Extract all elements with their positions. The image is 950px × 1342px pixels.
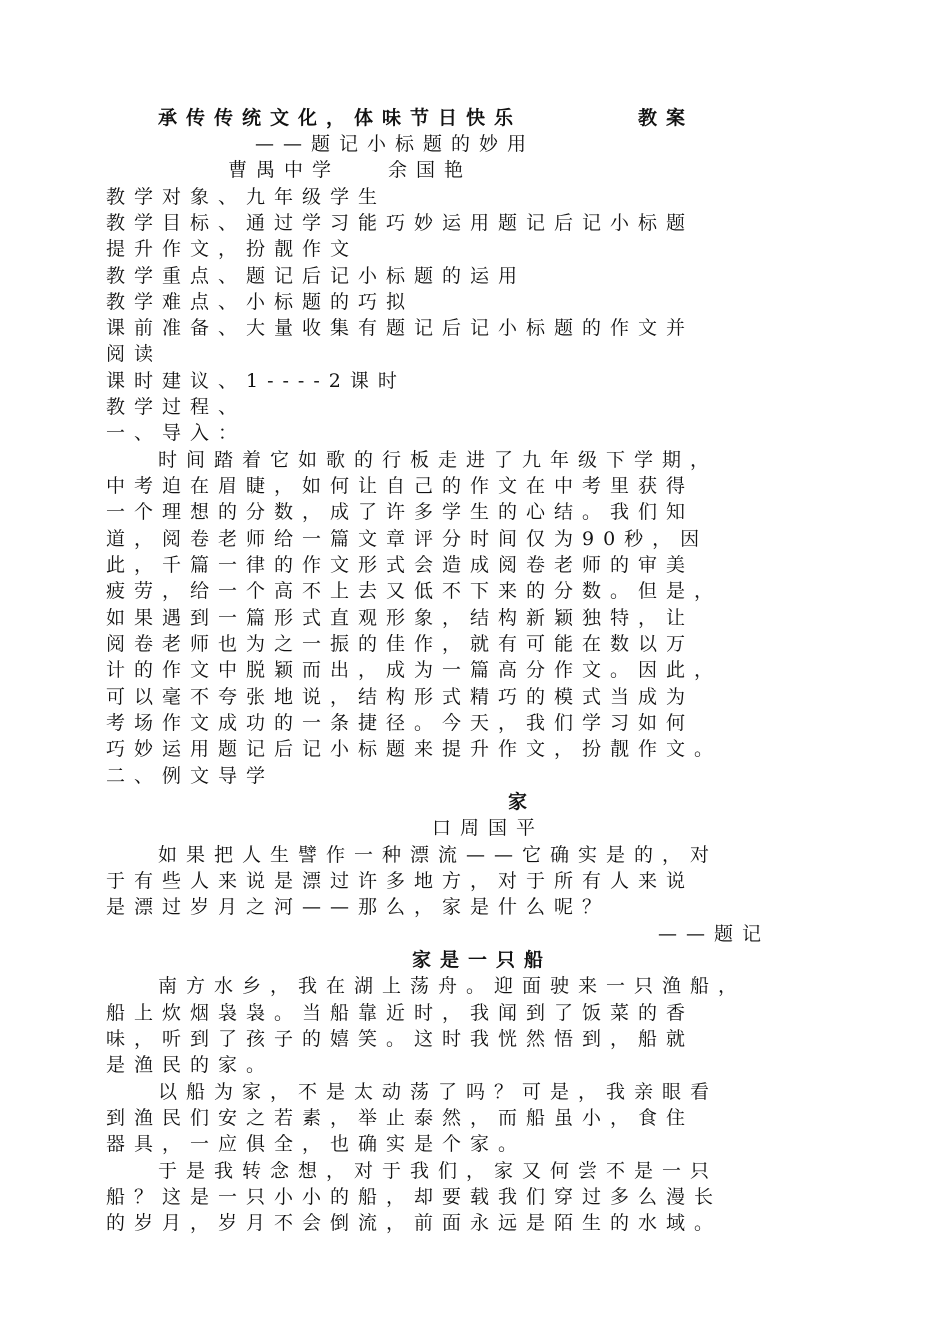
document-title: 承传传统文化，体味节日快乐 xyxy=(158,107,523,129)
intro-paragraph-line: 一个理想的分数，成了许多学生的心结。我们知 xyxy=(106,501,695,523)
lesson-line: 阅读 xyxy=(106,343,163,365)
essay-body-line: 的岁月，岁月不会倒流，前面永远是陌生的水域。 xyxy=(106,1212,723,1234)
essay-body-line: 以船为家，不是太动荡了吗？可是，我亲眼看 xyxy=(158,1081,719,1103)
intro-paragraph-line: 考场作文成功的一条捷径。今天，我们学习如何 xyxy=(106,712,695,734)
intro-paragraph-line: 时间踏着它如歌的行板走进了九年级下学期， xyxy=(158,449,719,471)
epigraph-line: 如果把人生譬作一种漂流——它确实是的，对 xyxy=(158,844,719,866)
intro-paragraph-line: 此，千篇一律的作文形式会造成阅卷老师的审美 xyxy=(106,554,695,576)
section-heading: 一、导入： xyxy=(106,422,247,444)
intro-paragraph-line: 计的作文中脱颖而出，成为一篇高分作文。因此， xyxy=(106,659,723,681)
document-subtitle: ——题记小标题的妙用 xyxy=(255,133,536,155)
essay-title: 家 xyxy=(508,791,537,813)
epigraph-label: ——题记 xyxy=(658,923,771,945)
essay-author: 口周国平 xyxy=(432,817,545,839)
essay-body-line: 到渔民们安之若素，举止泰然，而船虽小，食住 xyxy=(106,1107,695,1129)
lesson-line: 课时建议、1----2课时 xyxy=(106,370,406,392)
essay-body-line: 器具，一应俱全，也确实是个家。 xyxy=(106,1133,527,1155)
author-name: 余国艳 xyxy=(388,159,473,181)
lesson-line: 教学目标、通过学习能巧妙运用题记后记小标题 xyxy=(106,212,695,234)
lesson-line: 教学对象、九年级学生 xyxy=(106,186,387,208)
lesson-line: 提升作文，扮靓作文 xyxy=(106,238,359,260)
essay-body-line: 船上炊烟袅袅。当船靠近时，我闻到了饭菜的香 xyxy=(106,1002,695,1024)
lesson-line: 教学过程、 xyxy=(106,396,247,418)
intro-paragraph-line: 可以毫不夸张地说，结构形式精巧的模式当成为 xyxy=(106,686,695,708)
epigraph-line: 于有些人来说是漂过许多地方，对于所有人来说 xyxy=(106,870,695,892)
intro-paragraph-line: 阅卷老师也为之一振的佳作，就有可能在数以万 xyxy=(106,633,695,655)
essay-body-line: 是渔民的家。 xyxy=(106,1054,275,1076)
school-name: 曹禺中学 xyxy=(228,159,341,181)
essay-body-line: 味，听到了孩子的嬉笑。这时我恍然悟到，船就 xyxy=(106,1028,695,1050)
intro-paragraph-line: 如果遇到一篇形式直观形象，结构新颖独特，让 xyxy=(106,607,695,629)
lesson-line: 教学重点、题记后记小标题的运用 xyxy=(106,265,527,287)
essay-body-line: 南方水乡，我在湖上荡舟。迎面驶来一只渔船， xyxy=(158,975,747,997)
document-title-suffix: 教案 xyxy=(638,107,695,129)
section-heading: 二、例文导学 xyxy=(106,765,275,787)
lesson-line: 教学难点、小标题的巧拟 xyxy=(106,291,415,313)
epigraph-line: 是漂过岁月之河——那么，家是什么呢？ xyxy=(106,896,611,918)
lesson-line: 课前准备、大量收集有题记后记小标题的作文并 xyxy=(106,317,695,339)
intro-paragraph-line: 疲劳，给一个高不上去又低不下来的分数。但是， xyxy=(106,580,723,602)
essay-subheading: 家是一只船 xyxy=(412,949,553,971)
intro-paragraph-line: 巧妙运用题记后记小标题来提升作文，扮靓作文。 xyxy=(106,738,723,760)
intro-paragraph-line: 中考迫在眉睫，如何让自己的作文在中考里获得 xyxy=(106,475,695,497)
intro-paragraph-line: 道，阅卷老师给一篇文章评分时间仅为90秒，因 xyxy=(106,528,709,550)
essay-body-line: 船？这是一只小小的船，却要载我们穿过多么漫长 xyxy=(106,1186,723,1208)
essay-body-line: 于是我转念想，对于我们，家又何尝不是一只 xyxy=(158,1160,719,1182)
